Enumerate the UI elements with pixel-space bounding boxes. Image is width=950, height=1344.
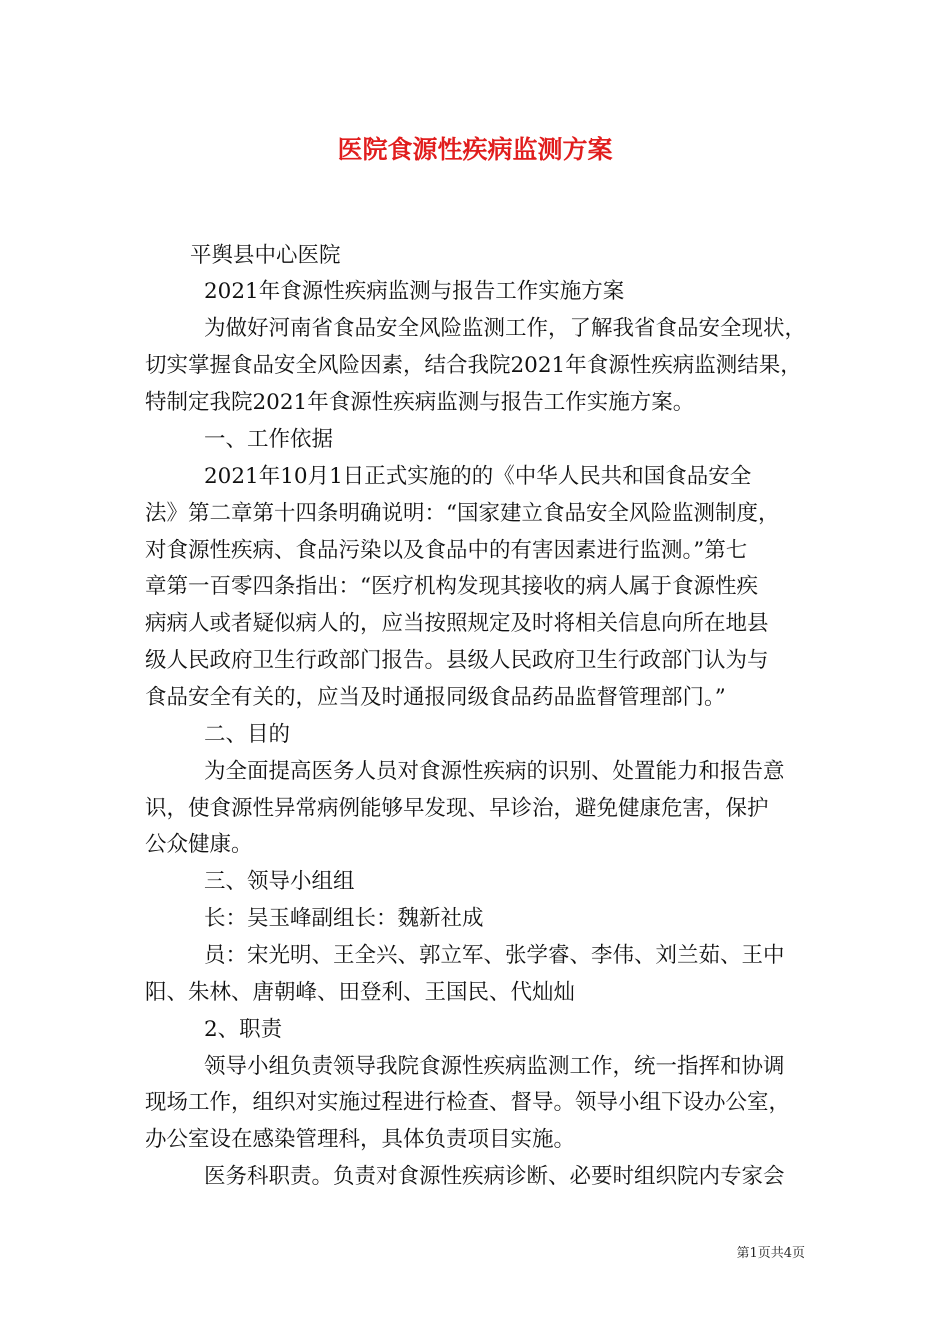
document-title: 医院食源性疾病监测方案 [337,135,613,164]
paragraph-line: 现场工作，组织对实施过程进行检查、督导。领导小组下设办公室， [145,1090,791,1115]
paragraph-line: 阳、朱林、唐朝峰、田登利、王国民、代灿灿 [145,980,576,1005]
paragraph-line: 级人民政府卫生行政部门报告。县级人民政府卫生行政部门认为与 [145,648,769,673]
paragraph-line: 长：吴玉峰副组长：魏新社成 [204,906,484,931]
paragraph-line: 切实掌握食品安全风险因素，结合我院2021年食源性疾病监测结果， [145,353,802,378]
paragraph-line: 食品安全有关的，应当及时通报同级食品药品监督管理部门。” [145,685,726,710]
paragraph-line: 为全面提高医务人员对食源性疾病的识别、处置能力和报告意 [204,759,785,784]
paragraph-line: 特制定我院2021年食源性疾病监测与报告工作实施方案。 [145,390,695,415]
paragraph-line: 公众健康。 [145,832,253,857]
section-heading: 二、目的 [204,722,291,747]
section-heading: 2、职责 [204,1017,283,1042]
paragraph-line: 医务科职责。负责对食源性疾病诊断、必要时组织院内专家会 [204,1164,785,1189]
section-heading: 三、领导小组组 [204,869,355,894]
paragraph-line: 员：宋光明、王全兴、郭立军、张学睿、李伟、刘兰茹、王中 [204,943,785,968]
paragraph-line: 对食源性疾病、食品污染以及食品中的有害因素进行监测。”第七 [145,538,748,563]
page-number: 第1页共4页 [736,1246,805,1261]
paragraph-line: 章第一百零四条指出：“医疗机构发现其接收的病人属于食源性疾 [145,574,758,599]
paragraph-line: 2021年食源性疾病监测与报告工作实施方案 [204,279,625,304]
paragraph-line: 识，使食源性异常病例能够早发现、早诊治，避免健康危害，保护 [145,796,769,821]
paragraph-line: 办公室设在感染管理科，具体负责项目实施。 [145,1127,576,1152]
paragraph-line: 平舆县中心医院 [190,243,341,268]
paragraph-line: 法》第二章第十四条明确说明：“国家建立食品安全风险监测制度， [145,501,780,526]
paragraph-line: 为做好河南省食品安全风险监测工作，了解我省食品安全现状， [204,316,807,341]
paragraph-line: 2021年10月1日正式实施的的《中华人民共和国食品安全 [204,464,752,489]
section-heading: 一、工作依据 [204,427,334,452]
paragraph-line: 领导小组负责领导我院食源性疾病监测工作，统一指挥和协调 [204,1054,785,1079]
paragraph-line: 病病人或者疑似病人的，应当按照规定及时将相关信息向所在地县 [145,611,769,636]
